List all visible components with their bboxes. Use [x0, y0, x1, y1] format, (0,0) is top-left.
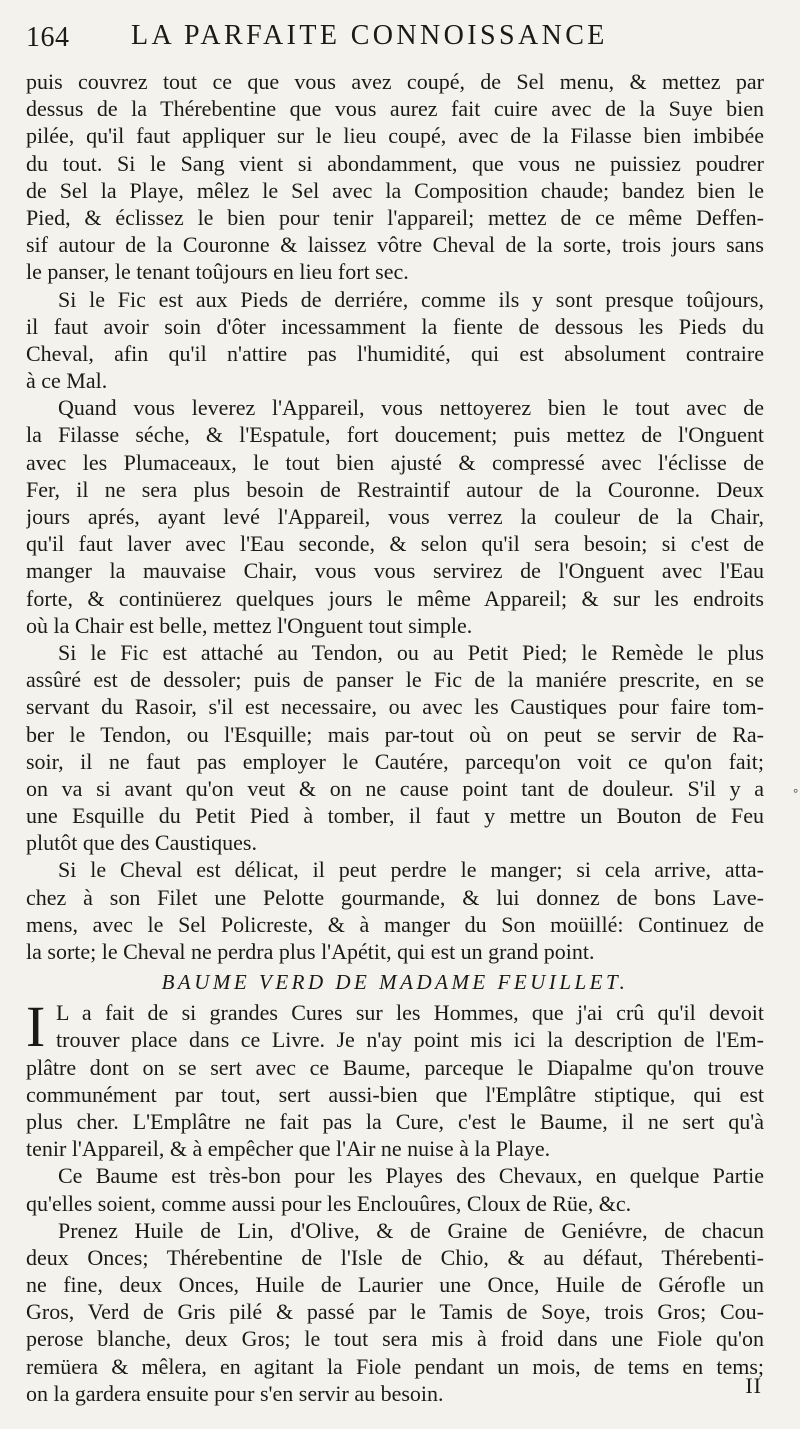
text-line: jours aprés, ayant levé l'Appareil, vous verrez la couleur de la Chair, — [26, 504, 764, 529]
text-line: tenir l'Appareil, & à empêcher que l'Air ne nuise à la Playe. — [26, 1136, 551, 1162]
text-line: il faut avoir soin d'ôter incessamment la fiente de dessous les Pieds du — [26, 313, 764, 339]
text-line: la sorte; le Cheval ne perdra plus l'Apétit, qui est un grand point. — [26, 939, 595, 964]
running-title: LA PARFAITE CONNOISSANCE — [131, 20, 608, 51]
text-line: pilée, qu'il faut appliquer sur le lieu coupé, avec de la Filasse bien imbibée — [26, 123, 764, 149]
text-line: plus cher. L'Emplâtre ne fait pas la Cure, c'est le Baume, il ne sert qu'à — [26, 1108, 764, 1134]
text-line: perose blanche, deux Gros; le tout sera mis à froid dans une Fiole qu'on — [26, 1326, 764, 1352]
text-line: communément par tout, sert aussi-bien que l'Emplâtre stiptique, qui est — [26, 1081, 764, 1107]
paragraph-3 — [26, 394, 764, 639]
text-line: la Filasse séche, & l'Espatule, fort doucement; puis mettez de l'Onguent — [26, 422, 764, 448]
section-heading: BAUME VERD DE MADAME FEUILLET. — [161, 970, 629, 995]
margin-ornament: ° — [793, 786, 798, 800]
paragraph-5 — [26, 856, 764, 965]
text-line: Pied, & éclissez le bien pour tenir l'appareil; mettez de ce même Deffen- — [26, 204, 764, 230]
page-number: 164 — [26, 22, 70, 53]
text-line: servant du Rasoir, s'il est necessaire, ou avec les Caustiques pour faire tom- — [26, 694, 764, 720]
signature-mark: II — [745, 1373, 762, 1398]
text-line: Quand vous leverez l'Appareil, vous nettoyerez bien le tout avec de — [58, 395, 764, 421]
text-line: Fer, il ne sera plus besoin de Restraintif autour de la Couronne. Deux — [26, 476, 764, 502]
text-line: Prenez Huile de Lin, d'Olive, & de Graine de Geniévre, de chacun — [58, 1217, 764, 1243]
paragraph-4 — [26, 639, 764, 857]
text-line: deux Onces; Thérebentine de l'Isle de Chio, & au défaut, Thérebenti- — [26, 1244, 764, 1270]
text-line: forte, & continüerez quelques jours le même Appareil; & sur les endroits — [26, 585, 764, 611]
page-header — [26, 20, 770, 54]
text-line: dessus de la Thérebentine que vous aurez fait cuire avec de la Suye bien — [26, 96, 764, 122]
text-line: on va si avant qu'on veut & on ne cause point tant de douleur. S'il y a — [26, 775, 764, 801]
text-line: Cheval, afin qu'il n'attire pas l'humidité, qui est absolument contraire — [26, 340, 764, 366]
text-line: sif autour de la Couronne & laissez vôtre Cheval de la sorte, trois jours sans — [26, 232, 764, 258]
text-line: qu'il faut laver avec l'Eau seconde, & selon qu'il sera besoin; si c'est de — [26, 531, 764, 557]
text-line: du tout. Si le Sang vient si abondamment, que vous ne puissiez poudrer — [26, 150, 764, 176]
text-line: assûré est de dessoler; puis de panser le Fic de la maniére prescrite, en se — [26, 667, 764, 693]
text-line: plutôt que des Caustiques. — [26, 830, 257, 856]
text-line: le panser, le tenant toûjours en lieu fort sec. — [26, 259, 409, 285]
body-text — [26, 68, 764, 1407]
text-line: de Sel la Playe, mêlez le Sel avec la Composition chaude; bandez bien le — [26, 177, 764, 203]
text-line: à ce Mal. — [26, 368, 108, 394]
text-line: avec les Plumaceaux, le tout bien ajusté & compressé avec l'éclisse de — [26, 449, 764, 475]
text-line: chez à son Filet une Pelotte gourmande, & lui donnez de bons Lave- — [26, 884, 764, 910]
text-line: qu'elles soient, comme aussi pour les Enclouûres, Cloux de Rüe, &c. — [26, 1190, 632, 1216]
text-line: Ce Baume est très-bon pour les Playes des Chevaux, en quelque Partie — [58, 1163, 764, 1189]
text-line: manger la mauvaise Chair, vous vous servirez de l'Onguent avec l'Eau — [26, 558, 764, 584]
paragraph-6 — [26, 994, 764, 1162]
text-line: où la Chair est belle, mettez l'Onguent tout simple. — [26, 612, 473, 638]
text-line: Gros, Verd de Gris pilé & passé par le Tamis de Soye, trois Gros; Cou- — [26, 1299, 764, 1325]
text-line: remüera & mêlera, en agitant la Fiole pendant un mois, de tems en tems; — [26, 1353, 764, 1379]
drop-cap: I — [26, 994, 46, 1060]
text-line: soir, il ne faut pas employer le Cautére, parcequ'on voit ce qu'on fait; — [26, 748, 764, 774]
text-line: une Esquille du Petit Pied à tomber, il faut y mettre un Bouton de Feu — [26, 803, 764, 829]
text-line: ber le Tendon, ou l'Esquille; mais par-tout où on peut se servir de Ra- — [26, 721, 764, 747]
text-line: trouver place dans ce Livre. Je n'ay point mis ici la description de l'Em- — [56, 1027, 764, 1053]
text-line: on la gardera ensuite pour s'en servir au besoin. — [26, 1380, 444, 1406]
text-line: L a fait de si grandes Cures sur les Hommes, que j'ai crû qu'il devoit — [56, 1000, 764, 1026]
text-line: mens, avec le Sel Policreste, & à manger du Son moüillé: Continuez de — [26, 911, 764, 937]
text-line: plâtre dont on se sert avec ce Baume, parceque le Diapalme qu'on trouve — [26, 1054, 764, 1080]
paragraph-1 — [26, 68, 764, 286]
paragraph-8 — [26, 1217, 764, 1407]
text-line: Si le Fic est attaché au Tendon, ou au Petit Pied; le Remède le plus — [58, 639, 764, 665]
text-line: Si le Fic est aux Pieds de derriére, comme ils y sont presque toûjours, — [58, 286, 764, 312]
paragraph-7 — [26, 1162, 764, 1216]
text-line: Si le Cheval est délicat, il peut perdre le manger; si cela arrive, atta- — [58, 857, 764, 883]
paragraph-2 — [26, 286, 764, 395]
text-line: puis couvrez tout ce que vous avez coupé, de Sel menu, & mettez par — [26, 69, 764, 94]
text-line: ne fine, deux Onces, Huile de Laurier une Once, Huile de Gérofle un — [26, 1272, 764, 1298]
